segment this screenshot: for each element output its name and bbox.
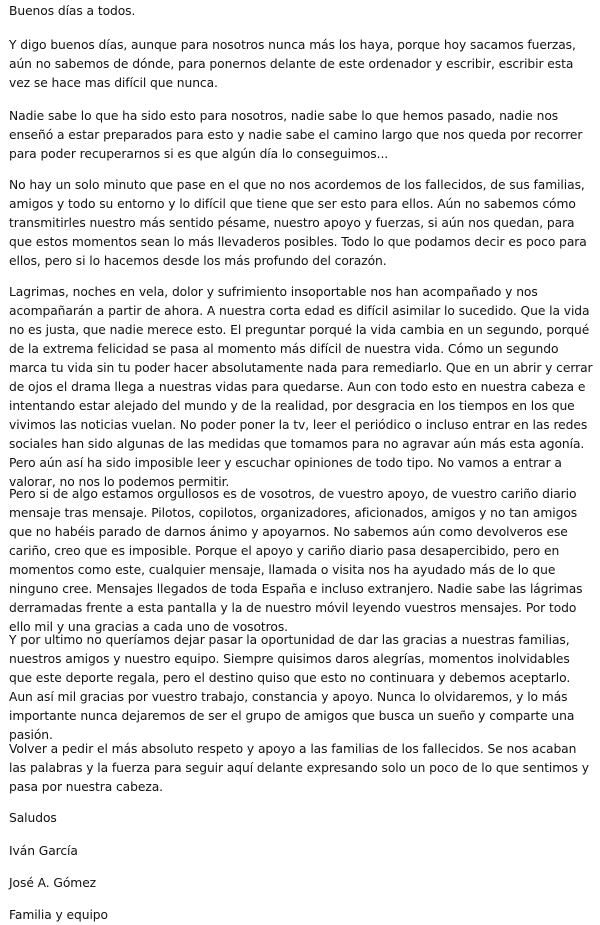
- paragraph-respect-request: Volver a pedir el más absoluto respeto y apoyo a las familias de los fallecidos. Se nos acaban las palabras y la fuerza para seguir aquí delante expresando solo un poco de lo que sentimos y pasa por nuestra cabeza.: [9, 742, 589, 794]
- paragraph-intro: Y digo buenos días, aunque para nosotros nunca más los haya, porque hoy sacamos fuerzas, aún no sabemos de dónde, para ponernos delante de este ordenador y escribir, escribir esta vez se hace mas difícil que nunca.: [9, 38, 576, 90]
- paragraph-condolences: No hay un solo minuto que pase en el que no nos acordemos de los fallecidos, de sus familias, amigos y todo su entorno y lo difícil que tiene que ser esto para ellos. Aún no sabemos cómo transmitirles nuestro más sentido pésame, nuestro apoyo y fuerzas, si aún nos quedan, para que estos momentos sean lo más llevaderos posibles. Todo lo que podamos decir es poco para ellos, pero si lo hacemos desde los más profundo del corazón.: [9, 178, 587, 268]
- closing: Saludos: [9, 811, 57, 825]
- signature-family-team: Familia y equipo: [9, 908, 108, 922]
- paragraph-support-thanks: Pero si de algo estamos orgullosos es de vosotros, de vuestro apoyo, de vuestro cariño diario mensaje tras mensaje. Pilotos, copilotos, organizadores, aficionados, amigos y no tan amigos que no habéis parado de darnos ánimo y apoyarnos. No sabemos aún como devolveros ese cariño, creo que es imposible. Porque el apoyo y cariño diario pasa desapercibido, pero en momentos como este, cualquier mensaje, llamada o visita nos ha ayudado más de lo que ninguno cree. Mensajes llegados de toda España e incluso extranjero. Nadie sabe las lágrimas derramadas frente a esta pantalla y la de nuestro móvil leyendo vuestros mensajes. Por todo ello mil y una gracias a cada uno de vosotros.: [9, 487, 583, 634]
- paragraph-grief: Lagrimas, noches en vela, dolor y sufrimiento insoportable nos han acompañado y nos acompañarán a partir de ahora. A nuestra corta edad es difícil asimilar lo sucedido. Que la vida no es justa, que nadie merece esto. El preguntar porqué la vida cambia en un segundo, porqué de la extrema felicidad se pasa al momento más difícil de nuestra vida. Cómo un segundo marca tu vida sin tu poder hacer absolutamente nada para remediarlo. Que en un abrir y cerrar de ojos el drama llega a nuestras vidas para quedarse. Aun con todo esto en nuestra cabeza e intentando estar alejado del mundo y de la realidad, por desgracia en los tiempos en los que vivimos las noticias vuelan. No poder poner la tv, leer el periódico o incluso entrar en las redes sociales han sido algunas de las medidas que tomamos para no agravar aún más esta agonía. Pero aún así ha sido imposible leer y escuchar opiniones de todo tipo. No vamos a entrar a valorar, no nos lo podemos permitir.: [9, 285, 593, 489]
- paragraph-nobody-knows: Nadie sabe lo que ha sido esto para nosotros, nadie sabe lo que hemos pasado, nadie nos enseñó a estar preparados para esto y nadie sabe el camino largo que nos queda por recorrer para poder recuperarnos si es que algún día lo conseguimos...: [9, 109, 583, 161]
- signature-ivan-garcia: Iván García: [9, 844, 78, 858]
- greeting: Buenos días a todos.: [9, 4, 136, 18]
- paragraph-family-thanks: Y por ultimo no queríamos dejar pasar la oportunidad de dar las gracias a nuestras familias, nuestros amigos y nuestro equipo. Siempre quisimos daros alegrías, momentos inolvidables que este deporte regala, pero el destino quiso que esto no continuara y debemos aceptarlo. Aun así mil gracias por vuestro trabajo, constancia y apoyo. Nunca lo olvidaremos, y lo más importante nunca dejaremos de ser el grupo de amigos que busca un sueño y comparte una pasión.: [9, 633, 575, 742]
- signature-jose-gomez: José A. Gómez: [9, 876, 97, 890]
